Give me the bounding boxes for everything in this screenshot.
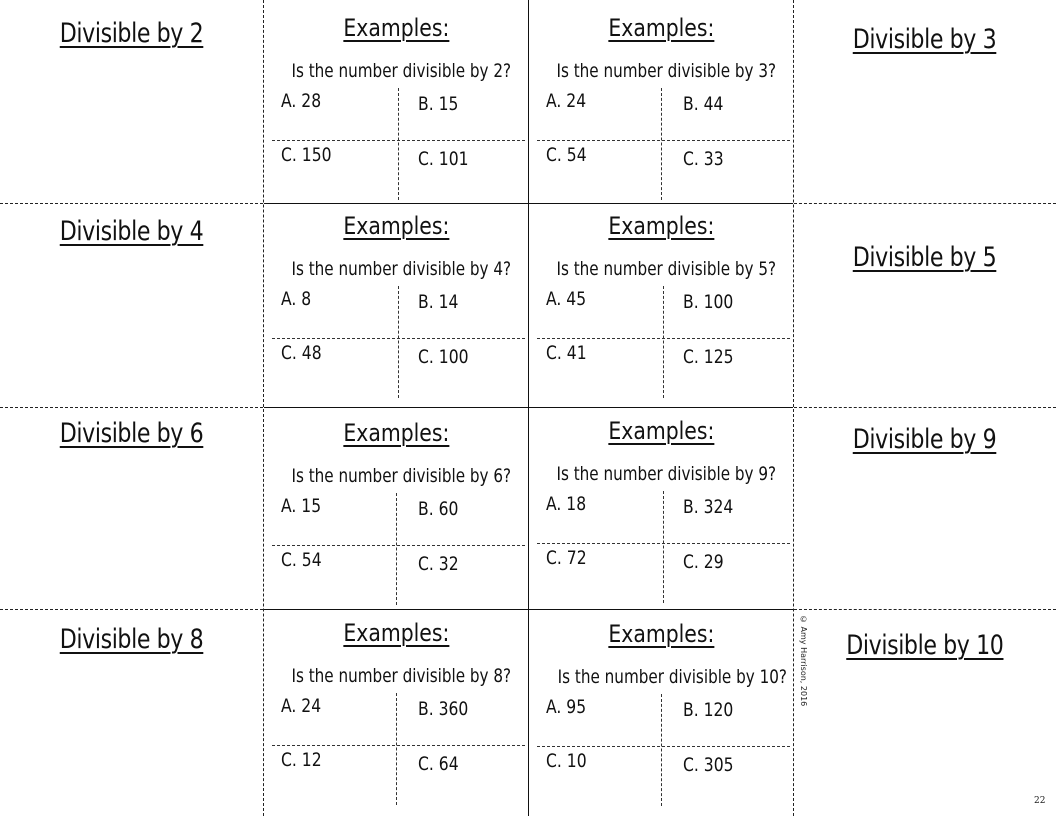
examples-heading: Examples:: [608, 212, 715, 240]
example-card-8: [264, 605, 529, 808]
example-question: Is the number divisible by 6?: [291, 465, 512, 487]
option-c: C. 10: [546, 750, 587, 772]
option-c: C. 12: [281, 749, 322, 771]
grid-divider-horizontal: [272, 140, 525, 141]
option-a: A. 24: [546, 90, 587, 112]
row-divider-right-3: [794, 609, 1056, 610]
grid-divider-vertical: [396, 493, 397, 605]
option-c: C. 150: [281, 144, 332, 166]
option-c: C. 41: [546, 342, 587, 364]
grid-divider-horizontal: [272, 745, 525, 746]
grid-divider-vertical: [661, 694, 662, 806]
option-a: A. 15: [281, 495, 322, 517]
example-card-3: [529, 0, 794, 203]
option-c: C. 72: [546, 547, 587, 569]
example-question: Is the number divisible by 4?: [291, 258, 512, 280]
rule-title: Divisible by 4: [59, 216, 204, 247]
option-b: B. 15: [418, 93, 459, 115]
grid-divider-horizontal: [537, 140, 790, 141]
option-c-second: C. 101: [418, 148, 469, 170]
option-b: B. 360: [418, 698, 469, 720]
grid-divider-vertical: [396, 693, 397, 805]
examples-heading: Examples:: [608, 417, 715, 445]
example-card-4: [264, 198, 529, 401]
option-b: B. 120: [683, 699, 734, 721]
option-a: A. 18: [546, 493, 587, 515]
example-card-9: [529, 403, 794, 606]
example-card-10: [529, 606, 794, 809]
rule-title: Divisible by 3: [852, 24, 997, 55]
rule-title: Divisible by 2: [59, 18, 204, 49]
label-divisible-by-5: [793, 242, 1056, 273]
rule-title: Divisible by 5: [852, 242, 997, 273]
option-c-second: C. 29: [683, 551, 724, 573]
option-c: C. 54: [281, 549, 322, 571]
label-divisible-by-10: [793, 630, 1056, 661]
examples-heading: Examples:: [608, 14, 715, 42]
example-card-6: [264, 405, 529, 608]
rule-title: Divisible by 10: [845, 630, 1004, 661]
copyright-notice: © Amy Harrison, 2016: [799, 615, 808, 707]
grid-divider-horizontal: [272, 338, 525, 339]
example-card-5: [529, 198, 794, 401]
option-b: B. 44: [683, 93, 724, 115]
examples-heading: Examples:: [343, 419, 450, 447]
grid-divider-horizontal: [272, 545, 525, 546]
row-divider-left-1: [0, 203, 263, 204]
grid-divider-horizontal: [537, 338, 790, 339]
option-c-second: C. 125: [683, 346, 734, 368]
examples-heading: Examples:: [343, 619, 450, 647]
option-a: A. 24: [281, 695, 322, 717]
example-card-2: [264, 0, 529, 203]
row-divider-left-2: [0, 407, 263, 408]
grid-divider-vertical: [398, 286, 399, 398]
grid-divider-horizontal: [537, 746, 790, 747]
examples-heading: Examples:: [608, 620, 715, 648]
option-c-second: C. 305: [683, 754, 734, 776]
row-divider-right-2: [794, 407, 1056, 408]
row-divider-left-3: [0, 609, 263, 610]
label-divisible-by-2: [0, 18, 263, 49]
option-c-second: C. 33: [683, 148, 724, 170]
example-question: Is the number divisible by 8?: [291, 665, 512, 687]
option-c: C. 48: [281, 342, 322, 364]
example-question: Is the number divisible by 2?: [291, 60, 512, 82]
grid-divider-horizontal: [537, 543, 790, 544]
option-a: A. 8: [281, 288, 312, 310]
grid-divider-vertical: [661, 88, 662, 200]
label-divisible-by-9: [793, 424, 1056, 455]
example-question: Is the number divisible by 9?: [556, 463, 777, 485]
option-a: A. 95: [546, 696, 587, 718]
option-b: B. 14: [418, 291, 459, 313]
rule-title: Divisible by 9: [852, 424, 997, 455]
grid-divider-vertical: [663, 491, 664, 603]
label-divisible-by-4: [0, 216, 263, 247]
examples-heading: Examples:: [343, 212, 450, 240]
rule-title: Divisible by 6: [59, 418, 204, 449]
label-divisible-by-8: [0, 624, 263, 655]
row-divider-right-1: [794, 203, 1056, 204]
option-b: B. 100: [683, 291, 734, 313]
option-b: B. 324: [683, 496, 734, 518]
option-c: C. 54: [546, 144, 587, 166]
example-question: Is the number divisible by 10?: [557, 666, 788, 688]
option-c-second: C. 64: [418, 753, 459, 775]
rule-title: Divisible by 8: [59, 624, 204, 655]
grid-divider-vertical: [663, 286, 664, 398]
option-b: B. 60: [418, 498, 459, 520]
example-question: Is the number divisible by 5?: [556, 258, 777, 280]
option-a: A. 45: [546, 288, 587, 310]
option-c-second: C. 100: [418, 346, 469, 368]
grid-divider-vertical: [398, 88, 399, 200]
option-c-second: C. 32: [418, 553, 459, 575]
examples-heading: Examples:: [343, 14, 450, 42]
option-a: A. 28: [281, 90, 322, 112]
example-question: Is the number divisible by 3?: [556, 60, 777, 82]
label-divisible-by-6: [0, 418, 263, 449]
label-divisible-by-3: [793, 24, 1056, 55]
page-number: 22: [1034, 796, 1046, 806]
